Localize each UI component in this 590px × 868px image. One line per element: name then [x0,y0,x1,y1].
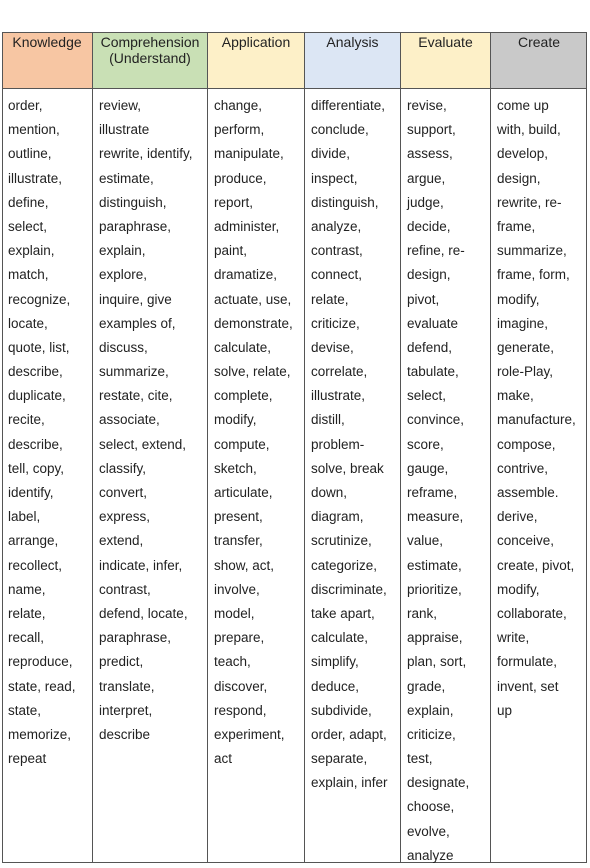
column-divider [490,32,491,863]
verb-item: diagram, [311,509,364,525]
verb-item: respond, [214,702,267,718]
verb-item: modify, [497,581,540,597]
verb-item: inquire, give [99,291,172,307]
verb-item: connect, [311,267,363,283]
verb-item: support, [407,122,456,138]
verb-item: convince, [407,412,465,428]
verb-item: plan, sort, [407,654,467,670]
verb-item: write, [497,630,530,646]
verb-item: recite, [8,412,45,428]
verb-item: paraphrase, [99,630,172,646]
verb-item: categorize, [311,557,378,573]
verb-item: invent, set [497,678,559,694]
verb-item: appraise, [407,630,463,646]
verb-item: explain, [99,243,146,259]
verb-item: show, act, [214,557,275,573]
verb-item: generate, [497,339,555,355]
verb-item: discover, [214,678,268,694]
verb-item: estimate, [407,557,462,573]
verb-item: describe, [8,436,63,452]
verb-item: explain, infer [311,775,388,791]
verb-item: order, [8,98,43,113]
verb-item: select, [407,388,447,404]
verb-item: up [497,702,513,718]
verb-item: solve, break [311,460,384,476]
verb-item: design, [497,170,541,186]
verb-item: calculate, [214,339,272,355]
verb-item: estimate, [99,170,154,186]
verb-item: divide, [311,146,351,162]
verb-item: designate, [407,775,470,791]
verb-item: formulate, [497,654,558,670]
verb-item: duplicate, [8,388,66,404]
verb-item: gauge, [407,460,449,476]
verb-item: prioritize, [407,581,462,597]
verb-item: paint, [214,243,248,259]
verb-item: explain, [8,243,55,259]
header-create [491,32,587,88]
header-evaluate [401,32,490,88]
column-create [492,94,586,723]
verb-item: subdivide, [311,702,372,718]
verb-item: assess, [407,146,453,162]
verb-item: discuss, [99,339,148,355]
verb-item: grade, [407,678,446,694]
verb-item: relate, [8,605,46,621]
verb-item: present, [214,509,263,525]
verb-item: select, [8,218,48,234]
verb-item: involve, [214,581,260,597]
verb-item: imagine, [497,315,549,331]
verb-item: take apart, [311,605,375,621]
verb-item: explain, [407,702,454,718]
verb-item: defend, [407,339,453,355]
verb-item: recall, [8,630,45,646]
column-divider [207,32,208,863]
verb-item: recognize, [8,291,71,307]
verb-item: differentiate, [311,98,386,113]
verb-item: state, read, [8,678,76,694]
header-label: Comprehension (Understand) [100,34,200,66]
verb-item: distinguish, [311,194,379,210]
column-divider [586,32,587,863]
verb-item: identify, [8,485,54,500]
verb-item: restate, cite, [99,388,173,404]
header-divider [2,88,587,89]
verb-item: correlate, [311,364,368,380]
verb-item: select, extend, [99,436,187,452]
verb-item: interpret, [99,702,153,718]
verb-item: experiment, [214,726,285,742]
verb-item: demonstrate, [214,315,293,331]
verb-item: defend, locate, [99,605,188,621]
header-label: Knowledge [12,34,82,50]
verb-item: discriminate, [311,581,387,597]
verb-item: derive, [497,509,538,525]
verb-item: judge, [407,194,444,210]
verb-item: illustrate, [8,170,63,186]
verb-item: choose, [407,799,455,815]
verb-item: create, pivot, [497,557,575,573]
verb-item: make, [497,388,534,404]
verb-item: outline, [8,146,52,162]
verb-item: contrive, [497,460,549,476]
verb-item: inspect, [311,170,358,186]
verb-item: tabulate, [407,364,459,380]
verb-item: relate, [311,291,349,307]
verb-item: come up [497,98,549,113]
verb-item: change, [214,98,263,113]
header-label: Evaluate [418,34,473,50]
verb-item: assemble. [497,485,559,500]
verb-item: reproduce, [8,654,73,670]
verb-item: mention, [8,122,60,138]
verb-item: teach, [214,654,251,670]
table-border-top [2,32,587,33]
verb-item: design, [407,267,451,283]
verb-item: analyze, [311,218,362,234]
verb-item: locate, [8,315,48,331]
verb-item: extend, [99,533,144,549]
verb-item: role-Play, [497,364,554,380]
verb-item: down, [311,485,348,500]
column-divider [400,32,401,863]
verb-item: criticize, [407,726,456,742]
verb-item: actuate, use, [214,291,292,307]
header-knowledge [2,32,92,88]
verb-item: frame, form, [497,267,570,283]
verb-item: name, [8,581,46,597]
verb-item: predict, [99,654,144,670]
verb-item: indicate, infer, [99,557,183,573]
verb-item: deduce, [311,678,360,694]
verb-item: problem- [311,436,365,452]
verb-item: calculate, [311,630,369,646]
verb-item: reframe, [407,485,458,500]
verb-item: explore, [99,267,148,283]
column-knowledge [3,94,92,771]
verb-item: summarize, [99,364,169,380]
blooms-taxonomy-table [2,32,587,863]
verb-item: compose, [497,436,556,452]
column-application [209,94,304,771]
verb-item: distill, [311,412,345,428]
header-label: Analysis [326,34,379,50]
verb-item: model, [214,605,255,621]
verb-item: compute, [214,436,270,452]
verb-item: separate, [311,751,368,767]
verb-item: argue, [407,170,446,186]
column-evaluate [402,94,490,868]
verb-item: transfer, [214,533,263,549]
verb-item: arrange, [8,533,59,549]
verb-item: revise, [407,98,447,113]
verb-item: decide, [407,218,451,234]
verb-item: paraphrase, [99,218,172,234]
verb-item: evolve, [407,823,450,839]
verb-item: criticize, [311,315,360,331]
column-divider [92,32,93,863]
verb-item: conclude, [311,122,369,138]
verb-item: contrast, [311,243,363,259]
verb-item: quote, list, [8,339,70,355]
verb-item: tell, copy, [8,460,65,476]
verb-item: value, [407,533,444,549]
verb-item: manufacture, [497,412,576,428]
verb-item: express, [99,509,151,525]
verb-item: rewrite, re- [497,194,562,210]
verb-item: state, [8,702,42,718]
verb-item: devise, [311,339,354,355]
column-divider [304,32,305,863]
verb-item: scrutinize, [311,533,372,549]
verb-item: match, [8,267,49,283]
verb-item: order, adapt, [311,726,387,742]
verb-item: develop, [497,146,549,162]
verb-item: pivot, [407,291,440,307]
verb-item: collaborate, [497,605,567,621]
verb-item: test, [407,751,433,767]
verb-item: solve, relate, [214,364,291,380]
column-comprehension [94,94,207,747]
verb-item: modify, [214,412,257,428]
table-border-bottom [2,862,587,863]
verb-item: repeat [8,751,47,767]
header-application [208,32,304,88]
column-analysis [306,94,400,795]
verb-item: memorize, [8,726,72,742]
verb-item: modify, [497,291,540,307]
verb-item: classify, [99,460,147,476]
verb-item: with, build, [497,122,561,138]
verb-item: illustrate, [311,388,366,404]
verb-item: analyze [407,847,454,863]
header-label: Application [221,34,291,50]
verb-item: sketch, [214,460,257,476]
verb-item: label, [8,509,41,525]
verb-item: examples of, [99,315,176,331]
verb-item: produce, [214,170,267,186]
verb-item: evaluate [407,315,459,331]
verb-item: contrast, [99,581,151,597]
verb-item: illustrate [99,122,150,138]
verb-item: dramatize, [214,267,278,283]
verb-item: measure, [407,509,464,525]
verb-item: conceive, [497,533,555,549]
verb-item: define, [8,194,49,210]
verb-item: summarize, [497,243,567,259]
verb-item: associate, [99,412,160,428]
verb-item: complete, [214,388,273,404]
verb-item: report, [214,194,254,210]
verb-item: prepare, [214,630,265,646]
verb-item: score, [407,436,444,452]
verb-item: describe, [8,364,63,380]
verb-item: refine, re- [407,243,465,259]
verb-item: manipulate, [214,146,284,162]
verb-item: frame, [497,218,536,234]
verb-item: convert, [99,485,148,500]
verb-item: rank, [407,605,438,621]
verb-item: rewrite, identify, [99,146,193,162]
verb-item: perform, [214,122,265,138]
verb-item: articulate, [214,485,273,500]
header-label: Create [517,34,561,50]
verb-item: recollect, [8,557,63,573]
verb-item: describe [99,726,151,742]
verb-item: translate, [99,678,155,694]
verb-item: review, [99,98,142,113]
verb-item: simplify, [311,654,359,670]
verb-item: distinguish, [99,194,167,210]
header-analysis [305,32,400,88]
header-comprehension [93,32,207,88]
verb-item: act [214,751,233,767]
verb-item: administer, [214,218,280,234]
